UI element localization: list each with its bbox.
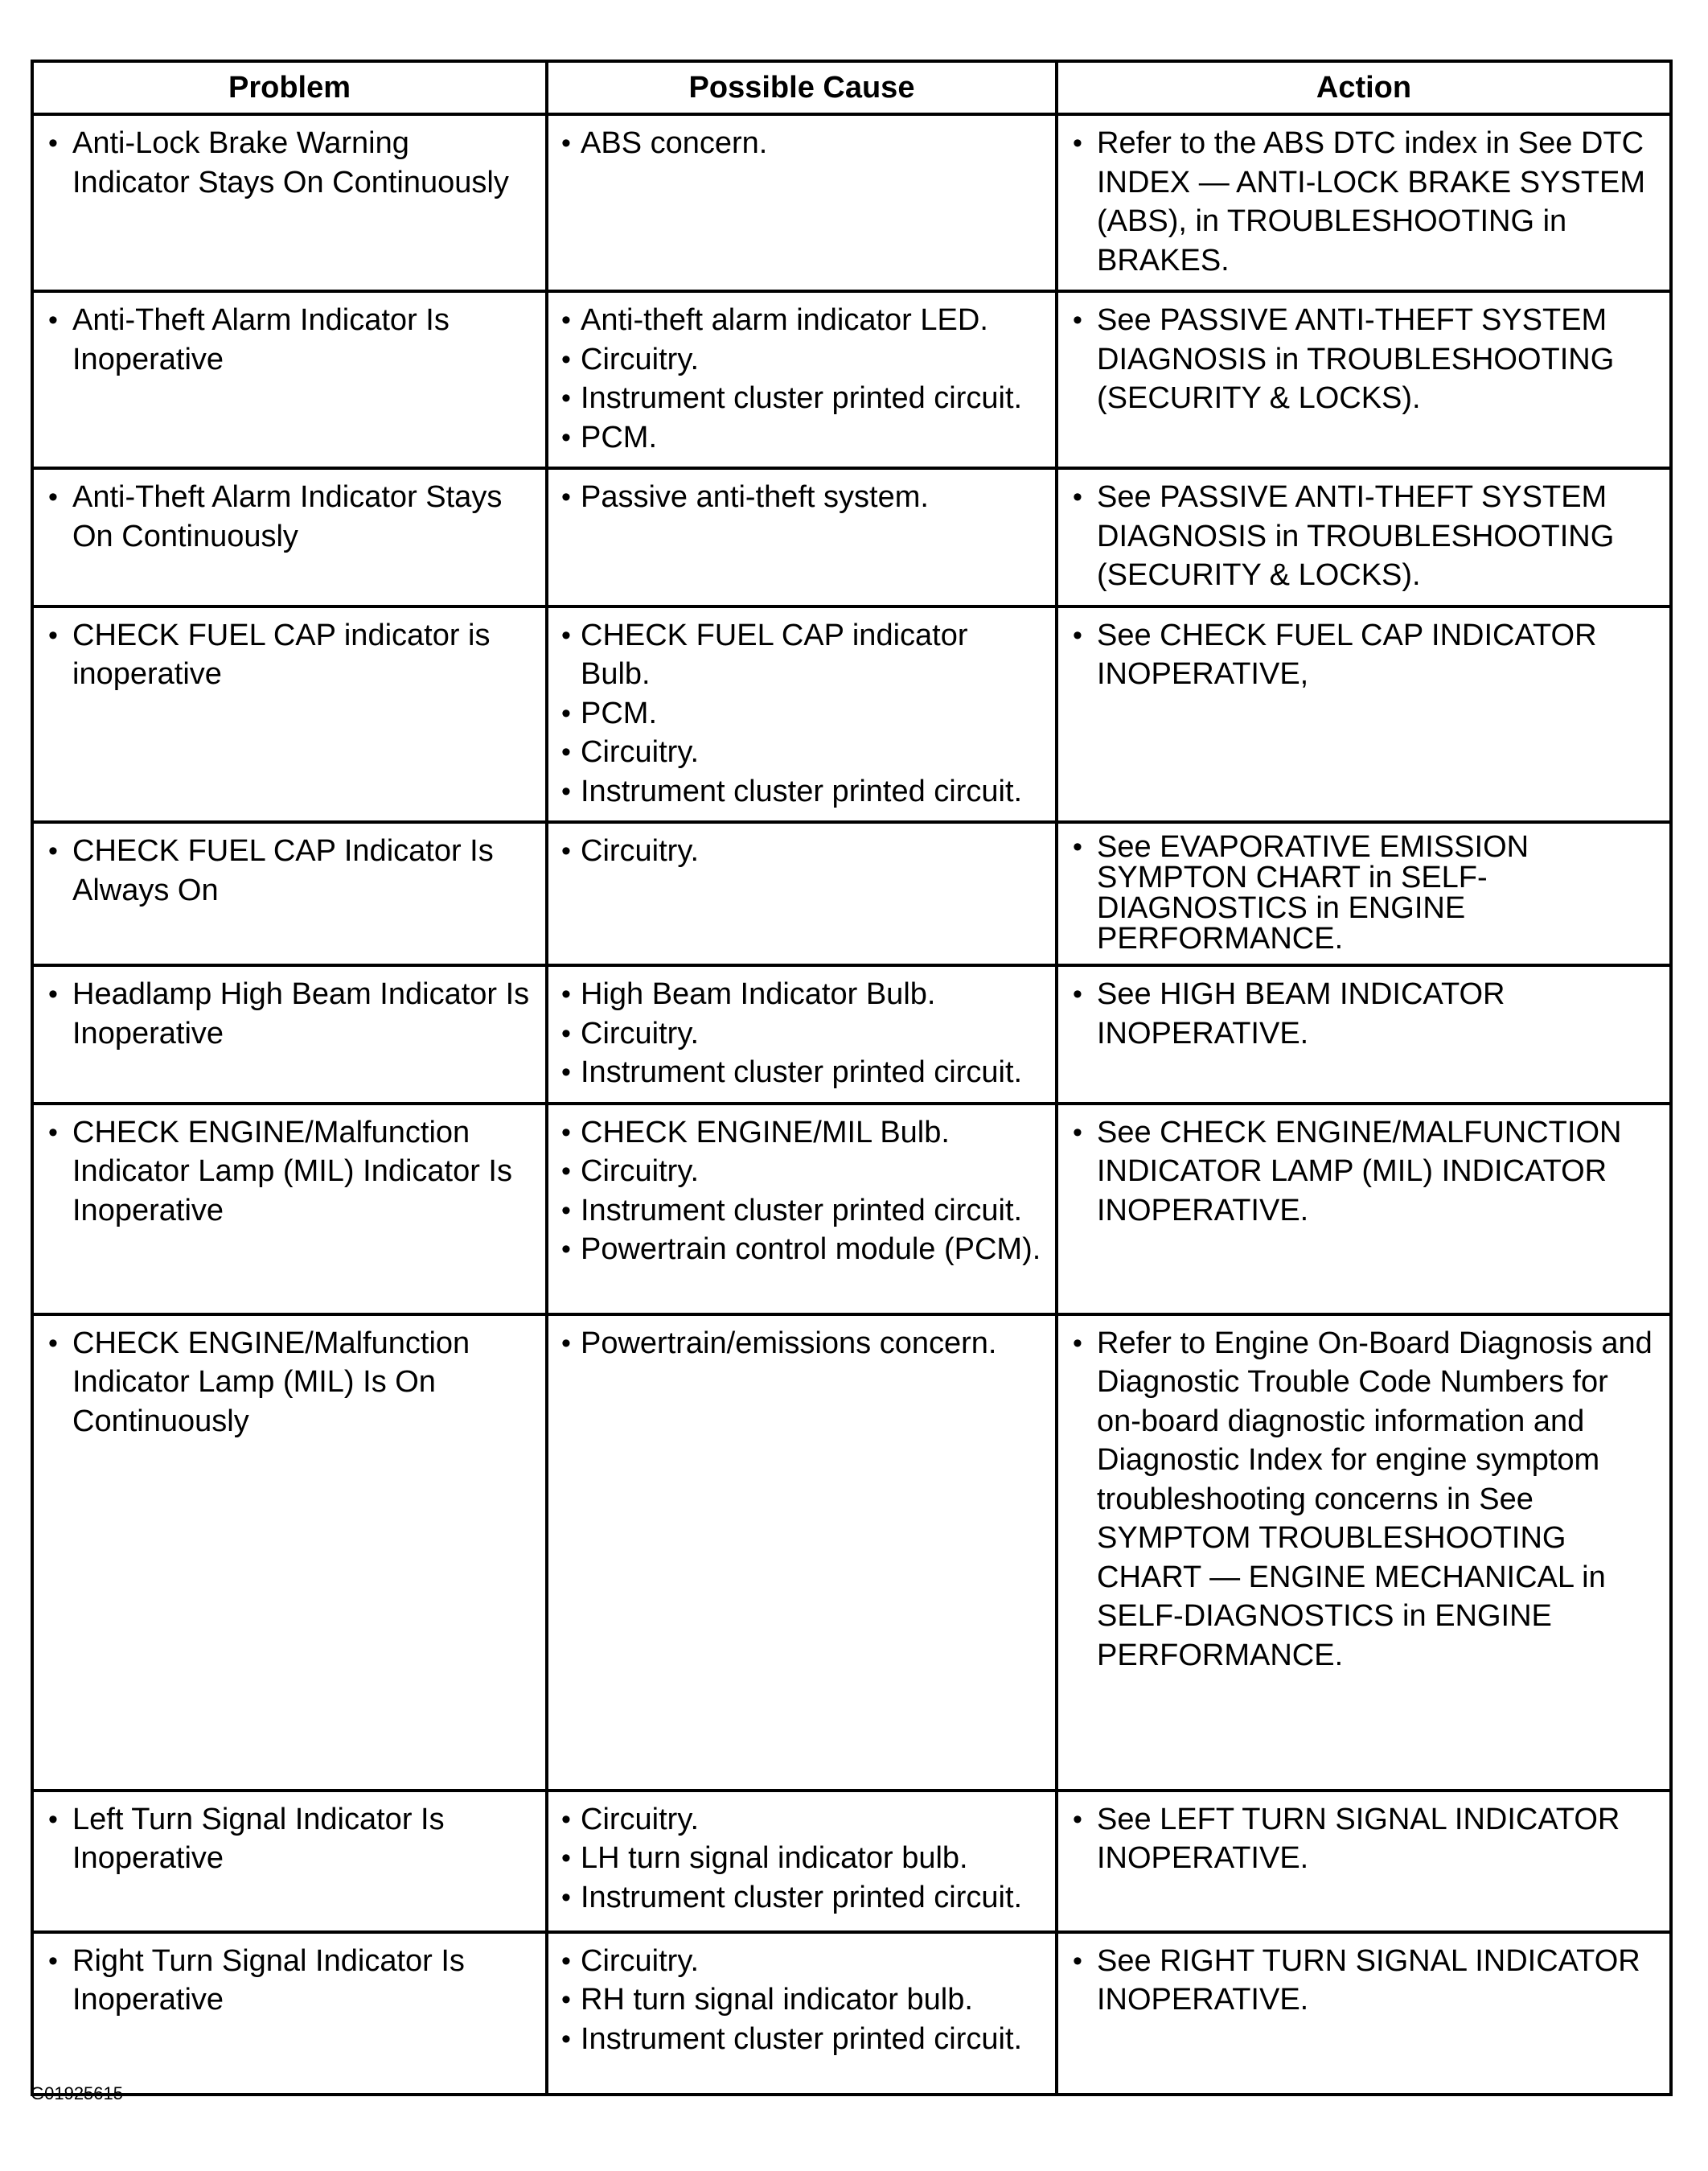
action-cell	[1057, 1314, 1671, 1791]
cause-item: • Circuitry.	[560, 1014, 1044, 1054]
table-row	[32, 1791, 1671, 1932]
table-row	[32, 1104, 1671, 1314]
problem-cell	[32, 1104, 547, 1314]
header-possible-cause: Possible Cause	[547, 61, 1057, 114]
cause-cell	[547, 468, 1057, 606]
cause-cell	[547, 114, 1057, 291]
cause-item: • Circuitry.	[560, 733, 1044, 772]
table-row	[32, 606, 1671, 823]
action-text: • See HIGH BEAM INDICATOR INOPERATIVE.	[1070, 975, 1658, 1053]
problem-text: • CHECK FUEL CAP Indicator Is Always On	[45, 832, 534, 910]
table-row	[32, 114, 1671, 291]
cause-item: • Instrument cluster printed circuit.	[560, 772, 1044, 812]
problem-cell	[32, 291, 547, 468]
action-text: • See CHECK ENGINE/MALFUNCTION INDICATOR LAMP (MIL) INDICATOR INOPERATIVE.	[1070, 1113, 1658, 1231]
cause-item: • RH turn signal indicator bulb.	[560, 1980, 1044, 2020]
cause-item: • Instrument cluster printed circuit.	[560, 379, 1044, 418]
header-problem: Problem	[32, 61, 547, 114]
cause-cell	[547, 822, 1057, 965]
cause-item: • Powertrain/emissions concern.	[560, 1324, 1044, 1363]
action-cell	[1057, 606, 1671, 823]
cause-item: • Circuitry.	[560, 1152, 1044, 1191]
problem-cell	[32, 606, 547, 823]
table-row	[32, 291, 1671, 468]
action-text: • Refer to Engine On-Board Diagnosis and Diagnostic Trouble Code Numbers for on-board diagnostic information and Diagnostic Index for engine symptom troubleshooting concerns in See SYMPTOM TROUBLESHOOTING CHART — ENGINE MECHANICAL in SELF-DIAGNOSTICS in ENGINE PERFORMANCE.	[1070, 1324, 1658, 1676]
problem-text: • CHECK ENGINE/Malfunction Indicator Lamp (MIL) Is On Continuously	[45, 1324, 534, 1441]
cause-item: • Circuitry.	[560, 1942, 1044, 1981]
problem-cell	[32, 1314, 547, 1791]
problem-text: • CHECK FUEL CAP indicator is inoperative	[45, 616, 534, 694]
cause-item: • CHECK FUEL CAP indicator Bulb.	[560, 616, 1044, 694]
header-action: Action	[1057, 61, 1671, 114]
cause-cell	[547, 1791, 1057, 1932]
problem-cell	[32, 822, 547, 965]
problem-text: • Anti-Theft Alarm Indicator Is Inoperative	[45, 301, 534, 379]
problem-cell	[32, 1791, 547, 1932]
table-row	[32, 1932, 1671, 2095]
action-text: • See RIGHT TURN SIGNAL INDICATOR INOPERATIVE.	[1070, 1942, 1658, 2020]
cause-cell	[547, 1314, 1057, 1791]
cause-item: • Instrument cluster printed circuit.	[560, 1878, 1044, 1918]
problem-text: • Anti-Lock Brake Warning Indicator Stays On Continuously	[45, 124, 534, 202]
action-cell	[1057, 1932, 1671, 2095]
figure-id: G01925615	[31, 2083, 123, 2103]
cause-item: • Anti-theft alarm indicator LED.	[560, 301, 1044, 340]
action-cell	[1057, 1791, 1671, 1932]
action-cell	[1057, 468, 1671, 606]
problem-cell	[32, 965, 547, 1104]
cause-item: • ABS concern.	[560, 124, 1044, 163]
cause-item: • LH turn signal indicator bulb.	[560, 1839, 1044, 1878]
table-row	[32, 468, 1671, 606]
table-row	[32, 965, 1671, 1104]
action-cell	[1057, 822, 1671, 965]
action-text: • See CHECK FUEL CAP INDICATOR INOPERATIVE,	[1070, 616, 1658, 694]
table-row	[32, 822, 1671, 965]
cause-item: • Instrument cluster printed circuit.	[560, 2020, 1044, 2059]
problem-text: • CHECK ENGINE/Malfunction Indicator Lamp (MIL) Indicator Is Inoperative	[45, 1113, 534, 1231]
cause-cell	[547, 1932, 1057, 2095]
action-text: • Refer to the ABS DTC index in See DTC INDEX — ANTI-LOCK BRAKE SYSTEM (ABS), in TROUBLESHOOTING in BRAKES.	[1070, 124, 1658, 280]
action-cell	[1057, 114, 1671, 291]
cause-item: • PCM.	[560, 418, 1044, 458]
action-cell	[1057, 965, 1671, 1104]
cause-item: • Circuitry.	[560, 340, 1044, 380]
cause-item: • Circuitry.	[560, 1800, 1044, 1840]
cause-item: • Instrument cluster printed circuit.	[560, 1053, 1044, 1092]
table-header-row	[32, 61, 1671, 114]
cause-item: • CHECK ENGINE/MIL Bulb.	[560, 1113, 1044, 1153]
cause-item: • High Beam Indicator Bulb.	[560, 975, 1044, 1014]
action-text: • See LEFT TURN SIGNAL INDICATOR INOPERATIVE.	[1070, 1800, 1658, 1878]
cause-item: • PCM.	[560, 694, 1044, 734]
action-text: • See PASSIVE ANTI-THEFT SYSTEM DIAGNOSIS in TROUBLESHOOTING (SECURITY & LOCKS).	[1070, 478, 1658, 595]
problem-text: • Right Turn Signal Indicator Is Inoperative	[45, 1942, 534, 2020]
problem-text: • Anti-Theft Alarm Indicator Stays On Continuously	[45, 478, 534, 556]
cause-cell	[547, 1104, 1057, 1314]
cause-item: • Instrument cluster printed circuit.	[560, 1191, 1044, 1231]
diagnostic-table	[31, 60, 1673, 2096]
action-text: • See EVAPORATIVE EMISSION SYMPTON CHART in SELF-DIAGNOSTICS in ENGINE PERFORMANCE.	[1070, 832, 1658, 954]
action-cell	[1057, 291, 1671, 468]
problem-cell	[32, 114, 547, 291]
action-text: • See PASSIVE ANTI-THEFT SYSTEM DIAGNOSIS in TROUBLESHOOTING (SECURITY & LOCKS).	[1070, 301, 1658, 418]
cause-cell	[547, 965, 1057, 1104]
cause-item: • Passive anti-theft system.	[560, 478, 1044, 517]
problem-cell	[32, 468, 547, 606]
problem-text: • Headlamp High Beam Indicator Is Inoperative	[45, 975, 534, 1053]
cause-cell	[547, 291, 1057, 468]
cause-cell	[547, 606, 1057, 823]
table-row	[32, 1314, 1671, 1791]
problem-text: • Left Turn Signal Indicator Is Inoperative	[45, 1800, 534, 1878]
problem-cell	[32, 1932, 547, 2095]
cause-item: • Circuitry.	[560, 832, 1044, 871]
action-cell	[1057, 1104, 1671, 1314]
cause-item: • Powertrain control module (PCM).	[560, 1230, 1044, 1269]
